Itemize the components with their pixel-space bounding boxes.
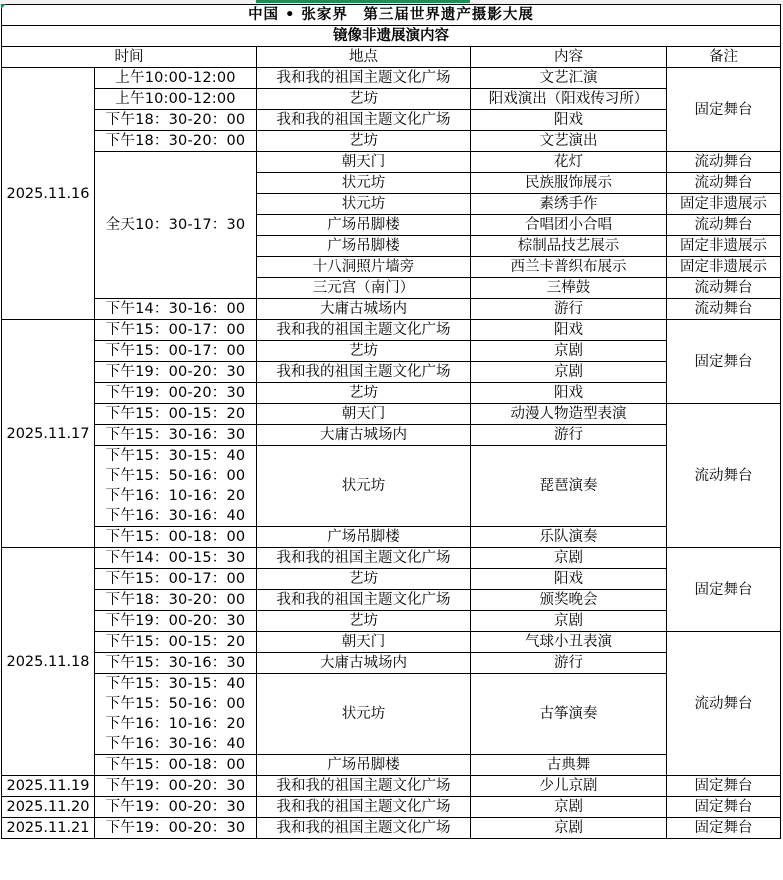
- time-cell[interactable]: 下午15：00-18：00: [95, 755, 257, 776]
- place-cell[interactable]: 我和我的祖国主题文化广场: [257, 818, 471, 839]
- time-cell[interactable]: 下午15：30-15：40: [95, 446, 257, 467]
- place-cell[interactable]: 广场吊脚楼: [257, 755, 471, 776]
- table-row: [2, 818, 781, 839]
- content-cell[interactable]: 京剧: [471, 362, 667, 383]
- table-row: [2, 674, 781, 695]
- content-cell[interactable]: 三棒鼓: [471, 278, 667, 299]
- time-cell[interactable]: 下午18：30-20：00: [95, 110, 257, 131]
- note-cell[interactable]: 固定舞台: [667, 818, 781, 839]
- note-cell[interactable]: 流动舞台: [667, 215, 781, 236]
- content-cell[interactable]: 花灯: [471, 152, 667, 173]
- content-cell[interactable]: 乐队演奏: [471, 527, 667, 548]
- place-cell[interactable]: 状元坊: [257, 446, 471, 527]
- content-cell[interactable]: 民族服饰展示: [471, 173, 667, 194]
- place-cell[interactable]: 朝天门: [257, 152, 471, 173]
- place-cell[interactable]: 我和我的祖国主题文化广场: [257, 548, 471, 569]
- time-cell[interactable]: 上午10:00-12:00: [95, 68, 257, 89]
- place-cell[interactable]: 艺坊: [257, 89, 471, 110]
- content-cell[interactable]: 阳戏演出（阳戏传习所）: [471, 89, 667, 110]
- time-cell[interactable]: 下午16：10-16：20: [95, 486, 257, 506]
- selected-column-indicator: [256, 0, 470, 3]
- content-cell[interactable]: 西兰卡普织布展示: [471, 257, 667, 278]
- content-cell[interactable]: 文艺汇演: [471, 68, 667, 89]
- time-cell[interactable]: 下午14：30-16：00: [95, 299, 257, 320]
- cell-comment-marker-icon: [1, 4, 6, 9]
- time-cell[interactable]: 上午10:00-12:00: [95, 89, 257, 110]
- time-cell[interactable]: 下午19：00-20：30: [95, 362, 257, 383]
- table-row: [2, 320, 781, 341]
- place-cell[interactable]: 我和我的祖国主题文化广场: [257, 110, 471, 131]
- place-cell[interactable]: 艺坊: [257, 131, 471, 152]
- time-cell[interactable]: 下午15：00-17：00: [95, 341, 257, 362]
- content-cell[interactable]: 游行: [471, 299, 667, 320]
- time-cell[interactable]: 下午18：30-20：00: [95, 131, 257, 152]
- note-cell[interactable]: 固定舞台: [667, 68, 781, 152]
- header-note[interactable]: 备注: [667, 47, 781, 68]
- note-cell[interactable]: 流动舞台: [667, 299, 781, 320]
- content-cell[interactable]: 阳戏: [471, 383, 667, 404]
- content-cell[interactable]: 阳戏: [471, 110, 667, 131]
- table-row: [2, 590, 781, 611]
- place-cell[interactable]: 朝天门: [257, 404, 471, 425]
- page-title[interactable]: 中国 • 张家界 第三届世界遗产摄影大展: [2, 5, 781, 26]
- content-cell[interactable]: 京剧: [471, 548, 667, 569]
- content-cell[interactable]: 动漫人物造型表演: [471, 404, 667, 425]
- schedule-table: [1, 4, 781, 839]
- time-cell[interactable]: 下午15：00-15：20: [95, 404, 257, 425]
- table-row: [2, 299, 781, 320]
- place-cell[interactable]: 朝天门: [257, 632, 471, 653]
- content-cell[interactable]: 合唱团小合唱: [471, 215, 667, 236]
- content-cell[interactable]: 阳戏: [471, 320, 667, 341]
- place-cell[interactable]: 大庸古城场内: [257, 299, 471, 320]
- note-cell[interactable]: 流动舞台: [667, 278, 781, 299]
- time-cell[interactable]: 下午15：50-16：00: [95, 694, 257, 714]
- content-cell[interactable]: 游行: [471, 653, 667, 674]
- place-cell[interactable]: 艺坊: [257, 611, 471, 632]
- note-cell[interactable]: 固定舞台: [667, 797, 781, 818]
- table-row: [2, 797, 781, 818]
- place-cell[interactable]: 我和我的祖国主题文化广场: [257, 320, 471, 341]
- place-cell[interactable]: 状元坊: [257, 674, 471, 755]
- time-cell[interactable]: 下午19：00-20：30: [95, 818, 257, 839]
- table-row: [2, 548, 781, 569]
- time-cell[interactable]: 下午15：00-17：00: [95, 569, 257, 590]
- date-cell[interactable]: 2025.11.20: [2, 797, 95, 818]
- place-cell[interactable]: 广场吊脚楼: [257, 527, 471, 548]
- table-row: [2, 425, 781, 446]
- date-cell[interactable]: 2025.11.18: [2, 548, 95, 776]
- note-cell[interactable]: 流动舞台: [667, 404, 781, 548]
- place-cell[interactable]: 我和我的祖国主题文化广场: [257, 776, 471, 797]
- note-cell[interactable]: 流动舞台: [667, 152, 781, 173]
- note-cell[interactable]: 固定非遗展示: [667, 257, 781, 278]
- table-row: [2, 341, 781, 362]
- place-cell[interactable]: 艺坊: [257, 341, 471, 362]
- content-cell[interactable]: 古典舞: [471, 755, 667, 776]
- note-cell[interactable]: 固定舞台: [667, 548, 781, 632]
- date-cell[interactable]: 2025.11.16: [2, 68, 95, 320]
- table-row: [2, 446, 781, 467]
- time-cell[interactable]: 下午15：30-16：30: [95, 425, 257, 446]
- table-row: [2, 362, 781, 383]
- note-cell[interactable]: 固定非遗展示: [667, 194, 781, 215]
- header-content[interactable]: 内容: [471, 47, 667, 68]
- place-cell[interactable]: 艺坊: [257, 569, 471, 590]
- content-cell[interactable]: 游行: [471, 425, 667, 446]
- place-cell[interactable]: 广场吊脚楼: [257, 236, 471, 257]
- content-cell[interactable]: 京剧: [471, 611, 667, 632]
- content-cell[interactable]: 素绣手作: [471, 194, 667, 215]
- table-row: [2, 653, 781, 674]
- content-cell[interactable]: 琵琶演奏: [471, 446, 667, 527]
- place-cell[interactable]: 大庸古城场内: [257, 653, 471, 674]
- place-cell[interactable]: 大庸古城场内: [257, 425, 471, 446]
- content-cell[interactable]: 京剧: [471, 341, 667, 362]
- table-row: [2, 404, 781, 425]
- time-cell[interactable]: 下午16：30-16：40: [95, 506, 257, 527]
- note-cell[interactable]: 固定非遗展示: [667, 236, 781, 257]
- time-cell[interactable]: 下午15：50-16：00: [95, 466, 257, 486]
- place-cell[interactable]: 我和我的祖国主题文化广场: [257, 797, 471, 818]
- table-row: [2, 527, 781, 548]
- table-row: [2, 68, 781, 89]
- content-cell[interactable]: 阳戏: [471, 569, 667, 590]
- place-cell[interactable]: 我和我的祖国主题文化广场: [257, 362, 471, 383]
- table-row: [2, 110, 781, 131]
- content-cell[interactable]: 京剧: [471, 797, 667, 818]
- table-row: [2, 383, 781, 404]
- header-time[interactable]: 时间: [2, 47, 257, 68]
- place-cell[interactable]: 三元宫（南门）: [257, 278, 471, 299]
- content-cell[interactable]: 颁奖晚会: [471, 590, 667, 611]
- time-cell[interactable]: 下午16：10-16：20: [95, 714, 257, 734]
- time-cell[interactable]: 下午15：00-18：00: [95, 527, 257, 548]
- note-cell[interactable]: 流动舞台: [667, 632, 781, 776]
- time-cell[interactable]: 下午19：00-20：30: [95, 383, 257, 404]
- time-cell[interactable]: 下午15：00-17：00: [95, 320, 257, 341]
- time-cell[interactable]: 下午16：30-16：40: [95, 734, 257, 755]
- place-cell[interactable]: 我和我的祖国主题文化广场: [257, 590, 471, 611]
- note-cell[interactable]: 固定舞台: [667, 776, 781, 797]
- time-cell[interactable]: 全天10：30-17：30: [95, 152, 257, 299]
- time-cell[interactable]: 下午19：00-20：30: [95, 776, 257, 797]
- content-cell[interactable]: 棕制品技艺展示: [471, 236, 667, 257]
- place-cell[interactable]: 广场吊脚楼: [257, 215, 471, 236]
- table-row: [2, 776, 781, 797]
- section-subtitle[interactable]: 镜像非遗展演内容: [2, 26, 781, 47]
- table-row: [2, 152, 781, 173]
- table-row: [2, 755, 781, 776]
- place-cell[interactable]: 状元坊: [257, 194, 471, 215]
- table-row: [2, 131, 781, 152]
- time-cell[interactable]: 下午18：30-20：00: [95, 590, 257, 611]
- date-cell[interactable]: 2025.11.19: [2, 776, 95, 797]
- content-cell[interactable]: 少儿京剧: [471, 776, 667, 797]
- place-cell[interactable]: 我和我的祖国主题文化广场: [257, 68, 471, 89]
- note-cell[interactable]: 固定舞台: [667, 320, 781, 404]
- content-cell[interactable]: 气球小丑表演: [471, 632, 667, 653]
- time-cell[interactable]: 下午14：00-15：30: [95, 548, 257, 569]
- content-cell[interactable]: 古筝演奏: [471, 674, 667, 755]
- place-cell[interactable]: 艺坊: [257, 383, 471, 404]
- time-cell[interactable]: 下午15：30-15：40: [95, 674, 257, 695]
- date-cell[interactable]: 2025.11.17: [2, 320, 95, 548]
- place-cell[interactable]: 状元坊: [257, 173, 471, 194]
- time-cell[interactable]: 下午19：00-20：30: [95, 611, 257, 632]
- content-cell[interactable]: 京剧: [471, 818, 667, 839]
- note-cell[interactable]: 流动舞台: [667, 173, 781, 194]
- time-cell[interactable]: 下午19：00-20：30: [95, 797, 257, 818]
- time-cell[interactable]: 下午15：30-16：30: [95, 653, 257, 674]
- time-cell[interactable]: 下午15：00-15：20: [95, 632, 257, 653]
- header-place[interactable]: 地点: [257, 47, 471, 68]
- table-row: [2, 569, 781, 590]
- table-row: [2, 611, 781, 632]
- content-cell[interactable]: 文艺演出: [471, 131, 667, 152]
- table-row: [2, 89, 781, 110]
- place-cell[interactable]: 十八洞照片墙旁: [257, 257, 471, 278]
- date-cell[interactable]: 2025.11.21: [2, 818, 95, 839]
- table-row: [2, 632, 781, 653]
